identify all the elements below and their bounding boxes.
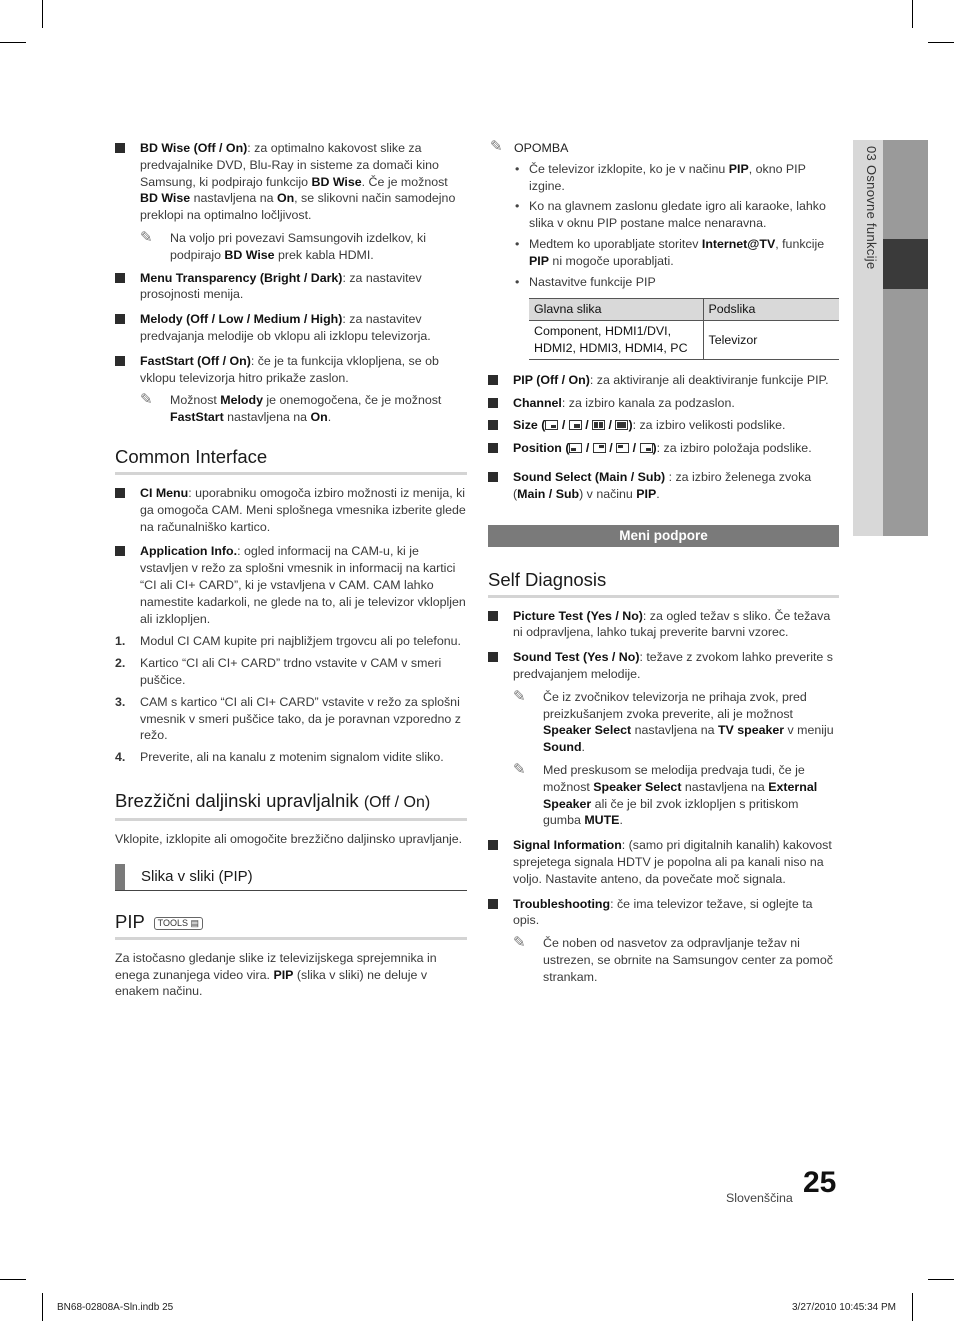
size-split-full-icon xyxy=(615,420,628,430)
bd-wise-item: BD Wise (Off / On): za optimalno kakovost slike za predvajalnike DVD, Blu-Ray in sisteme za domači kino Samsung, ki podpirajo funkcijo BD Wise. Če je možnost BD Wise nastavljena na On, se slikovni način samodejno preklopi na optimalno ločljivost. xyxy=(115,140,467,224)
sound-test-note: ✎ Med preskusom se melodija predvaja tudi, če je možnost Speaker Select nastavljena na External Speaker ali če je bil zvok izklopljen s pritiskom gumba MUTE. xyxy=(513,759,818,828)
crop-mark xyxy=(0,1279,26,1280)
melody-item: Melody (Off / Low / Medium / High): za nastavitev predvajanja melodije ob vklopu ali izklopu televizorja. xyxy=(115,311,467,345)
position-bottom-right-icon xyxy=(640,443,653,453)
chapter-side-tab xyxy=(853,140,928,536)
note-bullet: • Če televizor izklopite, ko je v načinu PIP, okno PIP izgine. xyxy=(488,161,839,195)
position-bottom-left-icon xyxy=(569,443,582,453)
pencil-note-icon: ✎ xyxy=(490,137,503,155)
tools-button-icon: TOOLS ▤ xyxy=(154,917,203,930)
crop-mark xyxy=(912,0,913,28)
wireless-remote-heading: Brezžični daljinski upravljalnik (Off / On) xyxy=(115,790,467,821)
note-bullet: • Ko na glavnem zaslonu gledate igro ali karaoke, lahko slika v oknu PIP postane malce nenaravna. xyxy=(488,198,839,232)
menu-transparency-item: Menu Transparency (Bright / Dark): za nastavitev prosojnosti menija. xyxy=(115,270,467,304)
note-bullet: • Nastavitve funkcije PIP xyxy=(488,274,839,291)
ci-menu-item: CI Menu: uporabniku omogoča izbiro možnosti iz menija, ki ga omogoča CAM. Meni splošnega vmesnika izberite glede na računalniško kartico. xyxy=(115,485,467,535)
chapter-label: 03 Osnovne funkcije xyxy=(863,146,879,270)
imprint-file: BN68-02808A-Sln.indb 25 xyxy=(57,1302,174,1313)
subheading-bar xyxy=(115,864,125,890)
step-item: 2. Kartico “CI ali CI+ CARD” trdno vstavite v CAM v smeri puščice. xyxy=(115,656,442,687)
pencil-note-icon: ✎ xyxy=(513,686,526,705)
pip-heading: PIP TOOLS ▤ xyxy=(115,911,467,940)
position-top-right-icon xyxy=(593,443,606,453)
sound-select-item: Sound Select (Main / Sub) : za izbiro želenega zvoka (Main / Sub) v načinu PIP. xyxy=(488,469,839,503)
pencil-note-icon: ✎ xyxy=(513,759,526,778)
left-column xyxy=(115,140,467,1008)
page-number: 25 xyxy=(803,1166,837,1199)
table-header: Glavna slika xyxy=(529,299,703,321)
pencil-note-icon: ✎ xyxy=(140,227,153,246)
common-interface-heading: Common Interface xyxy=(115,446,467,475)
pencil-note-icon: ✎ xyxy=(140,390,153,409)
pencil-note-icon: ✎ xyxy=(513,933,526,952)
crop-mark xyxy=(928,42,954,43)
position-top-left-icon xyxy=(616,443,629,453)
picture-test-item: Picture Test (Yes / No): za ogled težav s sliko. Če težava ni odpravljena, lahko tukaj preverite barvni vzorec. xyxy=(488,608,839,642)
wireless-remote-text: Vklopite, izklopite ali omogočite brezžično daljinsko upravljanje. xyxy=(115,831,463,846)
crop-mark xyxy=(912,1293,913,1321)
position-item: Position ( / / / ): za izbiro položaja podslike. xyxy=(488,440,839,457)
pip-settings-table xyxy=(529,298,839,359)
bd-wise-note: ✎ Na voljo pri povezavi Samsungovih izdelkov, ki podpirajo BD Wise prek kabla HDMI. xyxy=(140,227,426,262)
crop-mark xyxy=(42,1293,43,1321)
application-info-item: Application Info.: ogled informacij na CAM-u, ki je vstavljen v režo za splošni vmesnik in informacij na kartici “CI ali CI+ CARD”, ki je vstavljena v CAM. CAM lahko namestite kadarkoli, ne glede na to, ali je televizor vklopljen ali izklopljen. xyxy=(115,543,467,627)
channel-item: Channel: za izbiro kanala za podzaslon. xyxy=(488,395,839,412)
note-bullet: • Medtem ko uporabljate storitev Internet@TV, funkcije PIP ni mogoče uporabljati. xyxy=(488,236,839,270)
size-item: Size ( / / / ): za izbiro velikosti podslike. xyxy=(488,417,839,434)
faststart-item: FastStart (Off / On): če je ta funkcija vklopljena, se ob vklopu televizorja hitro prikaže zaslon. xyxy=(115,353,467,387)
troubleshooting-note: ✎ Če noben od nasvetov za odpravljanje težav ni ustrezen, se obrnite na Samsungov center za pomoč strankam. xyxy=(513,933,833,984)
step-item: 3. CAM s kartico “CI ali CI+ CARD” vstavite v režo za splošni vmesnik v smeri puščice tako, da je poravnan vzporedno z režo. xyxy=(115,694,461,743)
size-split-half-icon xyxy=(592,420,605,430)
signal-information-item: Signal Information: (samo pri digitalnih kanalih) kakovost sprejetega signala HDTV je popolna ali pa kanali niso na voljo. Nastavite anteno, da povečate moč signala. xyxy=(488,837,839,887)
table-header: Podslika xyxy=(703,299,839,321)
side-tab-stripe xyxy=(883,140,928,536)
crop-mark xyxy=(0,42,26,43)
size-medium-icon xyxy=(569,420,582,430)
side-tab-marker xyxy=(883,239,928,289)
table-cell: Component, HDMI1/DVI, HDMI2, HDMI3, HDMI4, PC xyxy=(529,321,703,360)
sound-test-note: ✎ Če iz zvočnikov televizorja ne prihaja zvok, pred preizkušanjem zvoka preverite, ali je možnost Speaker Select nastavljena na TV speaker v meniju Sound. xyxy=(513,686,834,755)
step-item: 4. Preverite, ali na kanalu z motenim signalom vidite sliko. xyxy=(115,750,444,765)
pip-description: Za istočasno gledanje slike iz televizijskega sprejemnika in enega zunanjega video vira. PIP (slika v sliki) ne deluje v enakem načinu. xyxy=(115,950,437,999)
support-menu-banner: Meni podpore xyxy=(488,525,839,547)
table-cell: Televizor xyxy=(703,321,839,360)
size-small-icon xyxy=(545,420,558,430)
self-diagnosis-heading: Self Diagnosis xyxy=(488,569,839,598)
sound-test-item: Sound Test (Yes / No): težave z zvokom lahko preverite s predvajanjem melodije. xyxy=(488,649,839,683)
note-heading: ✎ OPOMBA xyxy=(490,137,569,155)
troubleshooting-item: Troubleshooting: če ima televizor težave, si oglejte ta opis. xyxy=(488,896,839,930)
step-item: 1. Modul CI CAM kupite pri najbližjem trgovcu ali po telefonu. xyxy=(115,634,461,649)
imprint-date: 3/27/2010 10:45:34 PM xyxy=(792,1302,896,1313)
footer-language: Slovenščina xyxy=(726,1191,793,1205)
pip-onoff-item: PIP (Off / On): za aktiviranje ali deaktiviranje funkcije PIP. xyxy=(488,372,839,389)
faststart-note: ✎ Možnost Melody je onemogočena, če je možnost FastStart nastavljena na On. xyxy=(140,390,442,425)
crop-mark xyxy=(928,1279,954,1280)
crop-mark xyxy=(42,0,43,28)
right-column xyxy=(488,137,839,991)
pip-subheading: Slika v sliki (PIP) xyxy=(115,864,467,891)
